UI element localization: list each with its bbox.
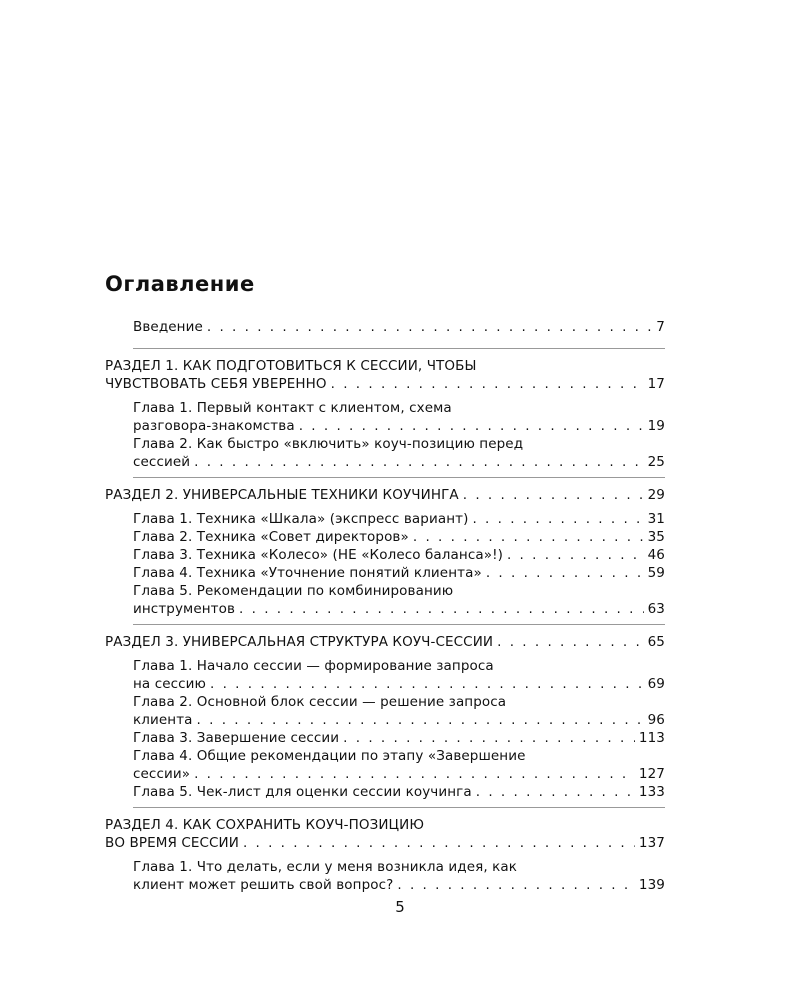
- toc-entry-title-cont: разговора-знакомства: [133, 418, 295, 434]
- toc-entry-title: Глава 4. Техника «Уточнение понятий клиента»: [133, 565, 482, 581]
- toc-chapter[interactable]: [105, 582, 665, 618]
- toc-entry-title-cont: инструментов: [133, 601, 236, 617]
- toc-chapter[interactable]: [105, 657, 665, 693]
- toc-chapter[interactable]: [105, 435, 665, 471]
- toc-page-number: 46: [647, 547, 665, 563]
- toc-entry-title: Глава 2. Как быстро «включить» коуч-позицию перед: [133, 436, 524, 452]
- toc-page-number: 63: [647, 601, 665, 617]
- toc-entry-title: Глава 1. Техника «Шкала» (экспресс вариант): [133, 511, 469, 527]
- toc-chapter[interactable]: [105, 747, 665, 783]
- toc-entry-title-cont: сессии»: [133, 766, 191, 782]
- toc-entry-title: Глава 2. Техника «Совет директоров»: [133, 529, 409, 545]
- toc-page-number: 35: [647, 529, 665, 545]
- toc-entry-title: Введение: [133, 319, 203, 335]
- toc-entry-title-cont: ВО ВРЕМЯ СЕССИИ: [105, 835, 239, 851]
- leader-dots: [194, 453, 643, 471]
- toc-chapter[interactable]: [105, 510, 665, 528]
- toc-entry-title: Глава 3. Техника «Колесо» (НЕ «Колесо баланса»!): [133, 547, 503, 563]
- toc-page-number: 113: [638, 730, 665, 746]
- page-number: 5: [395, 898, 405, 916]
- leader-dots: [476, 783, 635, 801]
- toc-entry-title: Глава 5. Рекомендации по комбинированию: [133, 583, 454, 599]
- toc-section-1[interactable]: [105, 357, 665, 393]
- toc-chapter[interactable]: [105, 528, 665, 546]
- toc-entry-title: Глава 1. Что делать, если у меня возникла идея, как: [133, 859, 518, 875]
- table-of-contents: [105, 318, 665, 894]
- toc-entry-title-cont: сессией: [133, 454, 191, 470]
- toc-page-number: 139: [638, 877, 665, 893]
- toc-page-number: 19: [647, 418, 665, 434]
- toc-entry-title-cont: клиента: [133, 712, 193, 728]
- toc-entry-title: Глава 1. Начало сессии — формирование запроса: [133, 658, 494, 674]
- leader-dots: [463, 486, 644, 504]
- toc-entry-title: Глава 4. Общие рекомендации по этапу «Завершение: [133, 748, 526, 764]
- leader-dots: [507, 546, 644, 564]
- toc-page-number: 29: [647, 487, 665, 503]
- toc-entry-title: РАЗДЕЛ 2. УНИВЕРСАЛЬНЫЕ ТЕХНИКИ КОУЧИНГА: [105, 487, 459, 503]
- leader-dots: [331, 375, 644, 393]
- leader-dots: [486, 564, 644, 582]
- toc-page-number: 133: [638, 784, 665, 800]
- divider: [133, 807, 665, 808]
- toc-page-number: 96: [647, 712, 665, 728]
- page-title: Оглавление: [105, 272, 255, 296]
- toc-chapter[interactable]: [105, 546, 665, 564]
- leader-dots: [239, 600, 644, 618]
- toc-page-number: 65: [647, 634, 665, 650]
- toc-chapter[interactable]: [105, 729, 665, 747]
- leader-dots: [197, 711, 644, 729]
- leader-dots: [210, 675, 644, 693]
- divider: [133, 477, 665, 478]
- toc-entry-title: Глава 3. Завершение сессии: [133, 730, 340, 746]
- toc-entry-title-cont: ЧУВСТВОВАТЬ СЕБЯ УВЕРЕННО: [105, 376, 327, 392]
- divider: [133, 624, 665, 625]
- toc-entry-title: РАЗДЕЛ 1. КАК ПОДГОТОВИТЬСЯ К СЕССИИ, ЧТОБЫ: [105, 358, 477, 374]
- toc-section-3[interactable]: [105, 633, 665, 651]
- leader-dots: [343, 729, 635, 747]
- toc-page-number: 127: [638, 766, 665, 782]
- toc-page-number: 137: [638, 835, 665, 851]
- toc-section-4[interactable]: [105, 816, 665, 852]
- toc-entry-title: РАЗДЕЛ 4. КАК СОХРАНИТЬ КОУЧ-ПОЗИЦИЮ: [105, 817, 424, 833]
- toc-entry-title: Глава 5. Чек-лист для оценки сессии коучинга: [133, 784, 472, 800]
- leader-dots: [413, 528, 644, 546]
- toc-entry-title-cont: клиент может решить свой вопрос?: [133, 877, 394, 893]
- toc-chapter[interactable]: [105, 564, 665, 582]
- leader-dots: [397, 876, 635, 894]
- toc-entry-title: РАЗДЕЛ 3. УНИВЕРСАЛЬНАЯ СТРУКТУРА КОУЧ-СЕССИИ: [105, 634, 494, 650]
- toc-entry-title: Глава 2. Основной блок сессии — решение запроса: [133, 694, 507, 710]
- toc-page-number: 7: [656, 319, 665, 335]
- divider: [133, 348, 665, 349]
- toc-entry-intro[interactable]: [105, 318, 665, 336]
- toc-entry-title-cont: на сессию: [133, 676, 207, 692]
- leader-dots: [299, 417, 644, 435]
- leader-dots: [207, 318, 652, 336]
- toc-chapter[interactable]: [105, 783, 665, 801]
- leader-dots: [472, 510, 643, 528]
- toc-section-2[interactable]: [105, 486, 665, 504]
- toc-page-number: 59: [647, 565, 665, 581]
- toc-page-number: 31: [647, 511, 665, 527]
- toc-page-number: 69: [647, 676, 665, 692]
- leader-dots: [243, 834, 635, 852]
- leader-dots: [194, 765, 635, 783]
- toc-chapter[interactable]: [105, 693, 665, 729]
- toc-page-number: 25: [647, 454, 665, 470]
- toc-chapter[interactable]: [105, 858, 665, 894]
- toc-chapter[interactable]: [105, 399, 665, 435]
- toc-entry-title: Глава 1. Первый контакт с клиентом, схема: [133, 400, 452, 416]
- leader-dots: [497, 633, 644, 651]
- toc-page-number: 17: [647, 376, 665, 392]
